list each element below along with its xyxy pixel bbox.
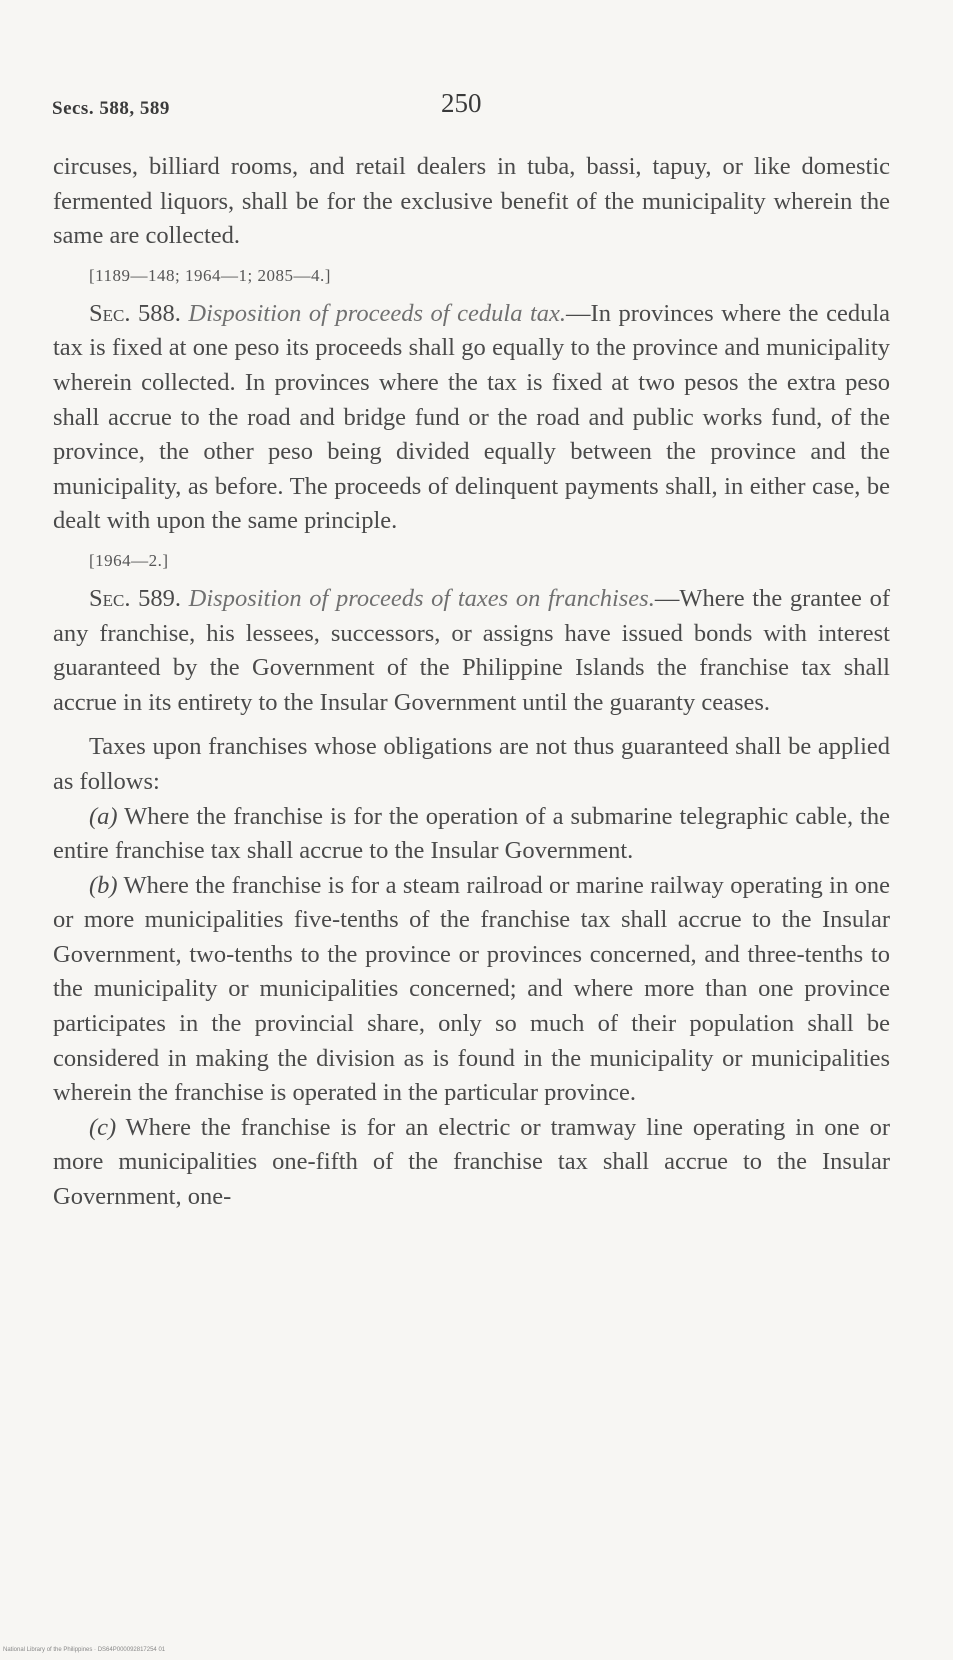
section-589-number: Sec. 589. [89, 584, 181, 612]
taxes-paragraph: Taxes upon franchises whose obligations are not thus guaranteed shall be applied as follows: [53, 733, 890, 795]
section-589-text: —Where the grantee of any franchise, his lessees, successors, or assigns have issued bonds with interest guaranteed by the Government of the Philippine Islands the franchise tax shall accrue in its entirety to the Insular Government until the guaranty ceases. [53, 584, 890, 716]
section-589 [53, 582, 890, 720]
scan-footer: National Library of the Philippines · DS64P000092817254 01 [3, 1647, 166, 1653]
section-588-number: Sec. 588. [89, 299, 181, 327]
clause-c [53, 1111, 890, 1215]
clause-b-label: (b) [89, 871, 118, 899]
section-588-text: —In provinces where the cedula tax is fixed at one peso its proceeds shall go equally to the province and municipality wherein collected. In provinces where the tax is fixed at two pesos the extra peso shall accrue to the road and bridge fund or the road and public works fund, of the province, the other peso being divided equally between the province and the municipality, as before. The proceeds of delinquent payments shall, in either case, be dealt with upon the same principle. [53, 299, 890, 535]
clause-b [53, 869, 890, 1111]
clause-b-text: Where the franchise is for a steam railroad or marine railway operating in one or more municipalities five-tenths of the franchise tax shall accrue to the Insular Government, two-tenths to the province or provinces concerned, and three-tenths to the municipality or municipalities concerned; and where more than one province participates in the provincial share, only so much of their population shall be considered in making the division as is found in the municipality or municipalities wherein the franchise is operated in the particular province. [53, 871, 890, 1107]
clause-c-text: Where the franchise is for an electric or tramway line operating in one or more municipalities one-fifth of the franchise tax shall accrue to the Insular Government, one- [53, 1113, 890, 1211]
section-588-title: Disposition of proceeds of cedula tax. [188, 299, 567, 327]
section-588 [53, 297, 890, 539]
page-number: 250 [441, 88, 482, 118]
clause-a-text: Where the franchise is for the operation of a submarine telegraphic cable, the entire franchise tax shall accrue to the Insular Government. [53, 802, 890, 865]
clause-a [53, 800, 890, 869]
clause-c-label: (c) [89, 1113, 117, 1141]
page-header [52, 88, 894, 128]
section-589-title: Disposition of proceeds of taxes on franchises. [188, 584, 655, 612]
citation-1: [1189—148; 1964—1; 2085—4.] [89, 265, 331, 285]
citation-2: [1964—2.] [89, 550, 169, 570]
page-body [53, 150, 890, 1215]
running-head: Secs. 588, 589 [52, 98, 170, 119]
clause-a-label: (a) [89, 802, 118, 830]
continuation-paragraph: circuses, billiard rooms, and retail dealers in tuba, bassi, tapuy, or like domestic fermented liquors, shall be for the exclusive benefit of the municipality wherein the same are collected. [53, 153, 890, 250]
